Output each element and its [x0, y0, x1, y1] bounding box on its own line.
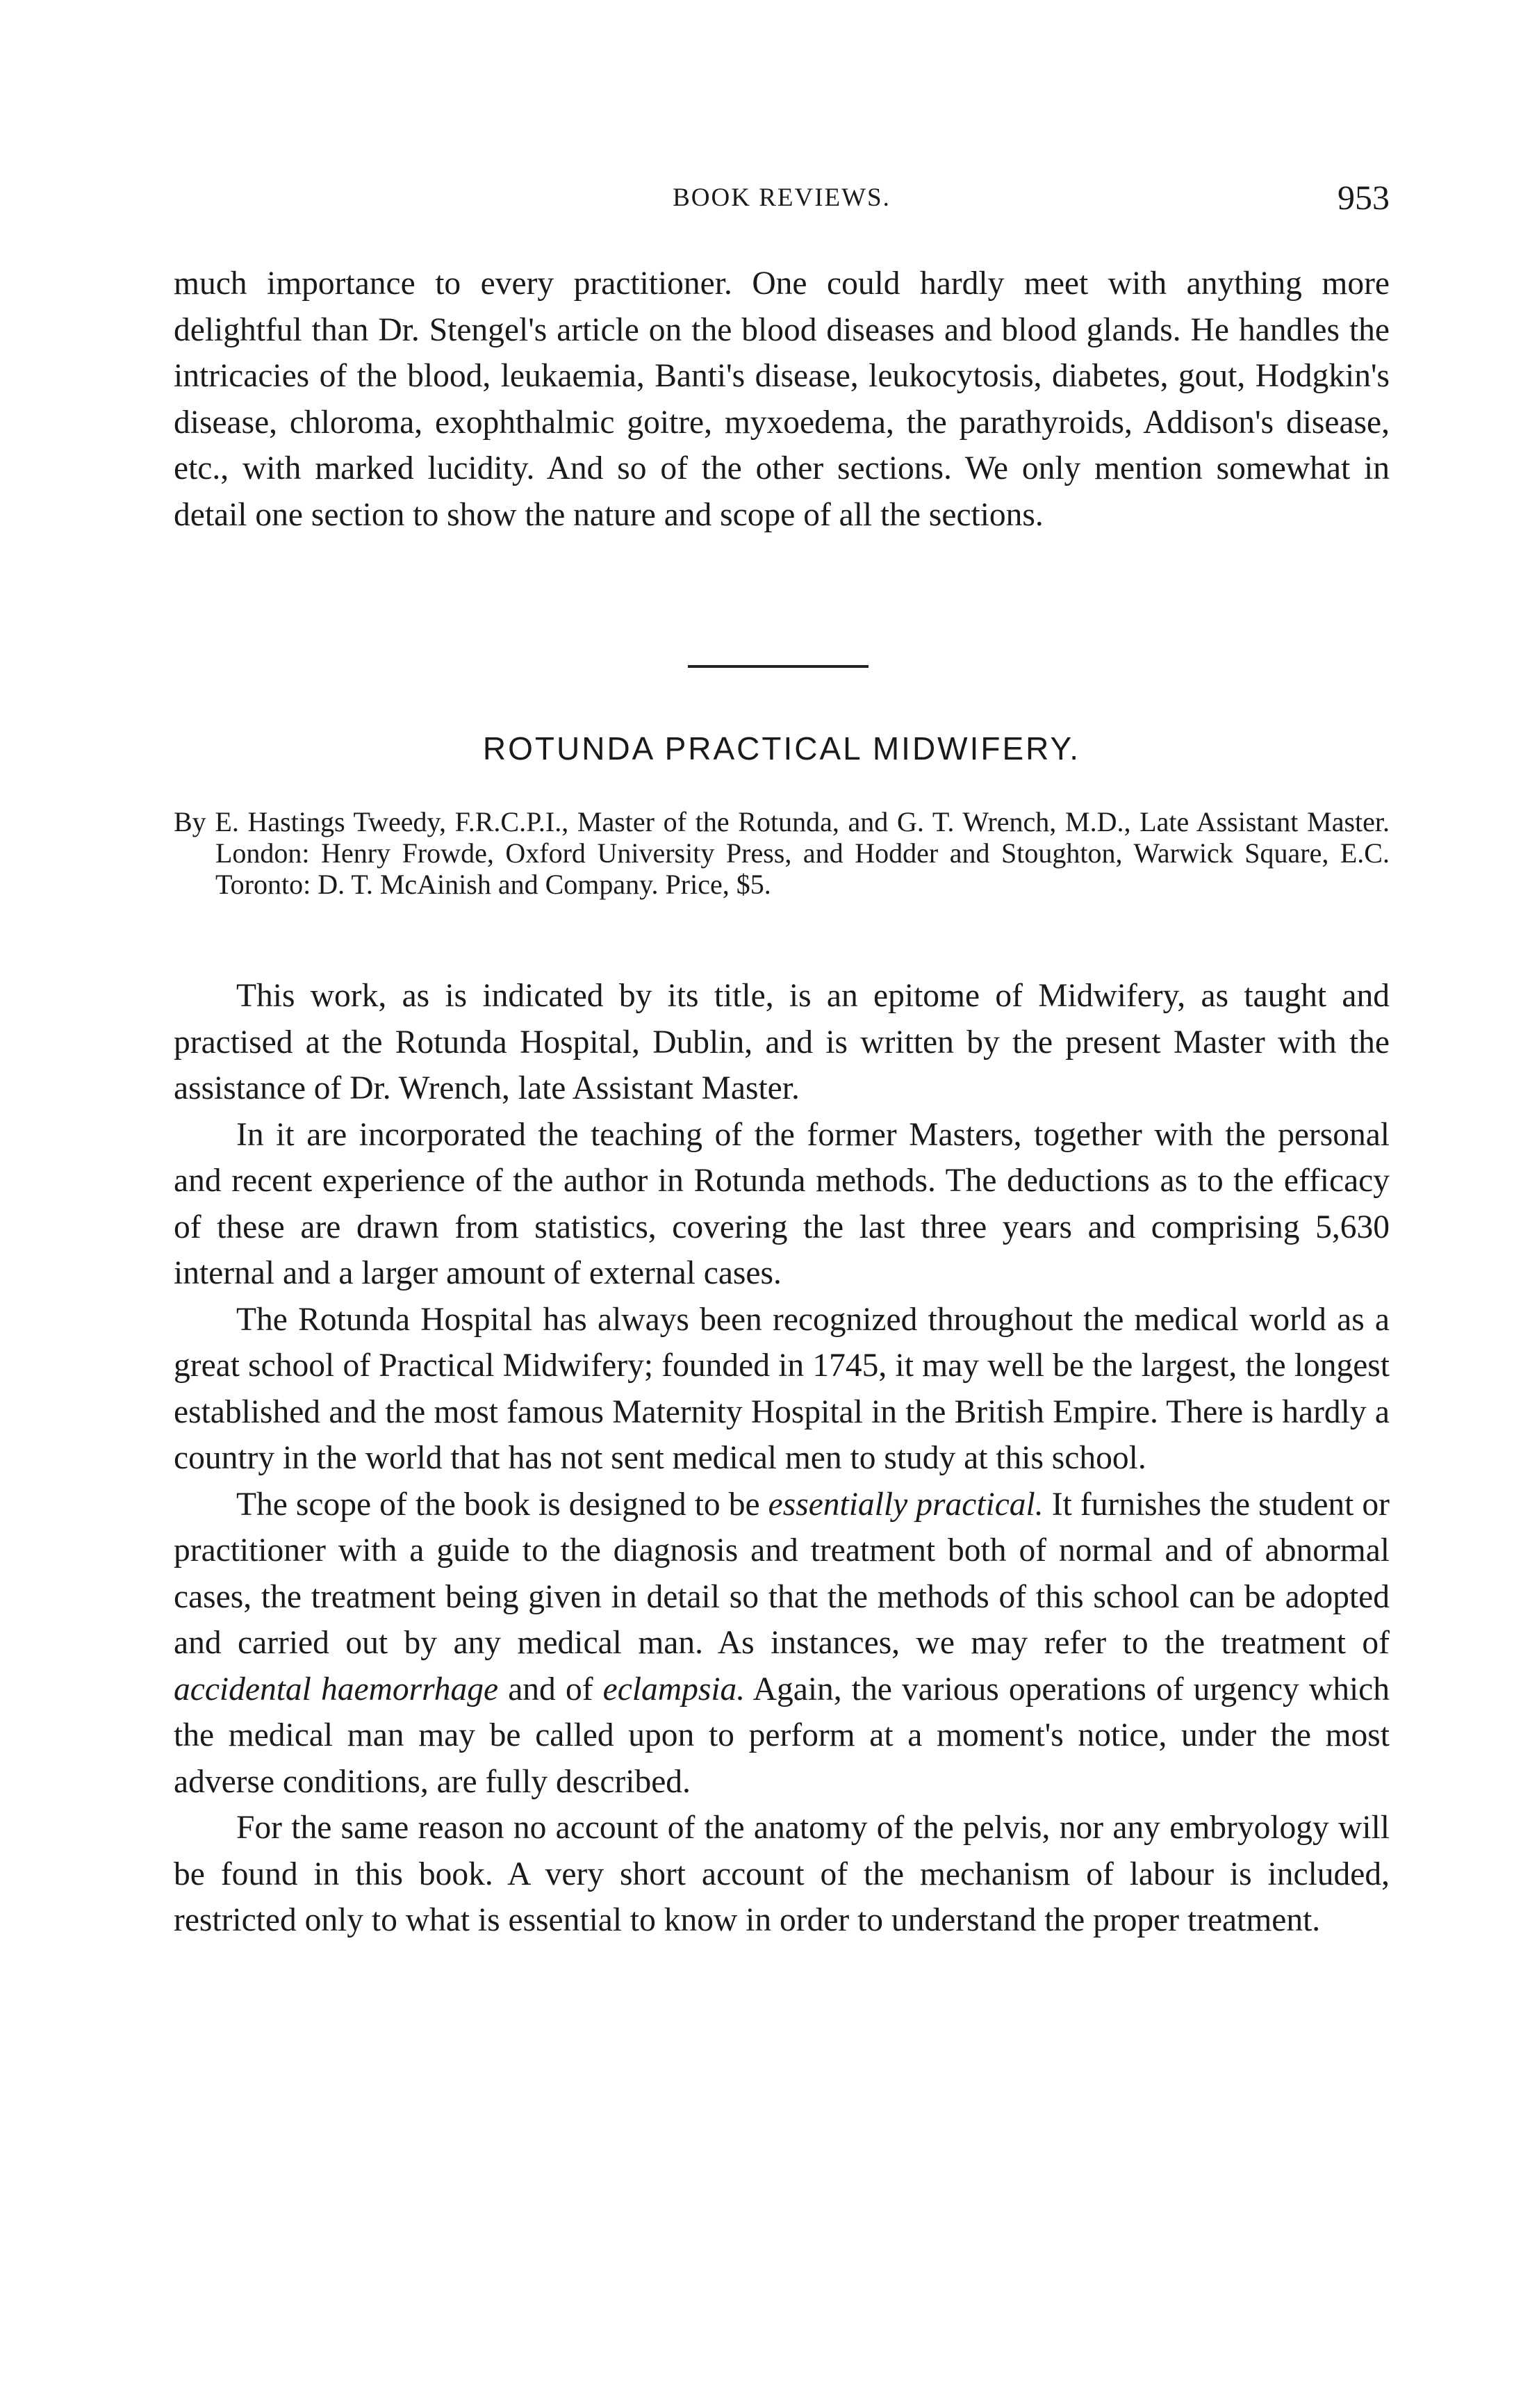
page-number: 953	[1338, 178, 1390, 217]
p4-text-a: The scope of the book is designed to be	[236, 1486, 768, 1523]
review-heading: ROTUNDA PRACTICAL MIDWIFERY.	[482, 730, 1081, 767]
review-body	[174, 973, 1390, 1944]
p4-emphasis-practical: essentially practical.	[768, 1486, 1044, 1523]
p4-emphasis-haemorrhage: accidental haemorrhage	[174, 1671, 499, 1707]
section-divider	[688, 665, 869, 668]
review-byline: By E. Hastings Tweedy, F.R.C.P.I., Master of the Rotunda, and G. T. Wrench, M.D., Late Assistant Master. London: Henry Frowde, Oxford University Press, and Hodder and Stoughton, Warwick Square, E.C. Toronto: D. T. McAinish and Company. Price, $5.	[174, 806, 1390, 900]
p4-text-e: and of	[498, 1671, 603, 1707]
running-title: BOOK REVIEWS.	[673, 183, 891, 212]
review-paragraph-1: This work, as is indicated by its title, is an epitome of Midwifery, as taught and practised at the Rotunda Hospital, Dublin, and is written by the present Master with the assistance of Dr. Wrench, late Assistant Master.	[174, 978, 1390, 1106]
running-head	[174, 177, 1390, 219]
book-page	[174, 0, 1390, 2408]
review-paragraph-5: For the same reason no account of the anatomy of the pelvis, nor any embryology will be found in this book. A very short account of the mechanism of labour is included, restricted only to what is essential to know in order to understand the proper treatment.	[174, 1810, 1390, 1938]
continuation-paragraph: much importance to every practitioner. One could hardly meet with anything more delightful than Dr. Stengel's article on the blood diseases and blood glands. He handles the intricacies of the blood, leukaemia, Banti's disease, leukocytosis, diabetes, gout, Hodgkin's disease, chloroma, exophthalmic goitre, myxoedema, the parathyroids, Addison's disease, etc., with marked lucidity. And so of the other sections. We only mention somewhat in detail one section to show the nature and scope of all the sections.	[174, 265, 1390, 533]
review-paragraph-3: The Rotunda Hospital has always been recognized throughout the medical world as a great school of Practical Midwifery; founded in 1745, it may well be the largest, the longest established and the most famous Maternity Hospital in the British Empire. There is hardly a country in the world that has not sent medical men to study at this school.	[174, 1301, 1390, 1476]
continuation-paragraph-block	[174, 261, 1390, 538]
p4-text-c: It furnishes the student or practitioner with a guide to the diagnosis and treatment both of normal and of abnormal cases, the treatment being given in detail so that the methods of this school can be adopted and carried out by any medical man. As instances, we may refer to the treatment of	[174, 1486, 1390, 1661]
review-paragraph-4	[174, 1482, 1390, 1805]
p4-text-g: Again, the various operations of urgency which the medical man may be called upon to perform at a moment's notice, under the most adverse conditions, are fully described.	[174, 1671, 1390, 1800]
p4-emphasis-eclampsia: eclampsia.	[602, 1671, 746, 1707]
review-paragraph-2: In it are incorporated the teaching of the former Masters, together with the personal and recent experience of the author in Rotunda methods. The deductions as to the efficacy of these are drawn from statistics, covering the last three years and comprising 5,630 internal and a larger amount of external cases.	[174, 1116, 1390, 1291]
